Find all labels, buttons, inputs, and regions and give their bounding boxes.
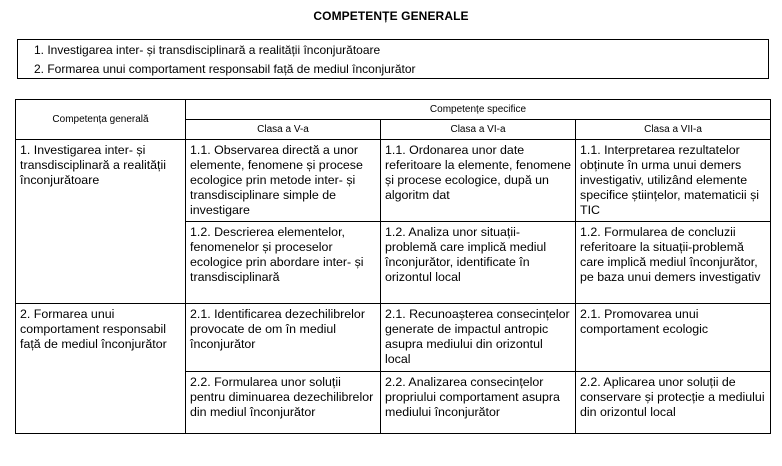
table-cell: 2.1. Promovarea unui comportament ecologic <box>576 304 771 372</box>
page-title: COMPETENȚE GENERALE <box>313 9 469 23</box>
row-general-competence-1: 1. Investigarea inter- și transdisciplinară a realității înconjurătoare <box>16 140 186 304</box>
table-cell: 2.1. Recunoașterea consecințelor generate de impactul antropic asupra mediului din orizontul local <box>381 304 576 372</box>
competences-table <box>15 99 771 434</box>
table-cell: 1.1. Ordonarea unor date referitoare la elemente, fenomene și procese ecologice, după un algoritm dat <box>381 140 576 222</box>
header-class-6: Clasa a VI-a <box>381 120 576 140</box>
table-cell: 1.2. Formularea de concluzii referitoare la situații-problemă care implică mediul înconjurător, pe baza unui demers investigativ <box>576 222 771 304</box>
table-cell: 2.1. Identificarea dezechilibrelor provocate de om în mediul înconjurător <box>186 304 381 372</box>
table-header-row <box>16 100 771 120</box>
table-cell: 1.2. Descrierea elementelor, fenomenelor și proceselor ecologice prin abordare inter- și transdisciplinară <box>186 222 381 304</box>
table-row <box>16 304 771 372</box>
header-general-competence: Competența generală <box>16 100 186 140</box>
table-cell: 2.2. Analizarea consecințelor propriului comportament asupra mediului înconjurător <box>381 372 576 434</box>
header-class-5: Clasa a V-a <box>186 120 381 140</box>
table-cell: 1.1. Interpretarea rezultatelor obținute în urma unui demers investigativ, utilizând elemente specifice științelor, matematicii și TIC <box>576 140 771 222</box>
general-competences-box <box>17 39 769 79</box>
row-general-competence-2: 2. Formarea unui comportament responsabil față de mediul înconjurător <box>16 304 186 434</box>
table-cell: 2.2. Aplicarea unor soluții de conservare și protecție a mediului din orizontul local <box>576 372 771 434</box>
table-cell: 1.1. Observarea directă a unor elemente, fenomene și procese ecologice prin metode inter- și transdisciplinare simple de investigare <box>186 140 381 222</box>
table-row <box>16 140 771 222</box>
table-cell: 2.2. Formularea unor soluții pentru diminuarea dezechilibrelor din mediul înconjurător <box>186 372 381 434</box>
general-competence-1: 1. Investigarea inter- și transdisciplinară a realității înconjurătoare <box>34 43 381 57</box>
header-class-7: Clasa a VII-a <box>576 120 771 140</box>
table-cell: 1.2. Analiza unor situații-problemă care implică mediul înconjurător, identificate în orizontul local <box>381 222 576 304</box>
header-specific-competences: Competențe specifice <box>186 100 771 120</box>
general-competence-2: 2. Formarea unui comportament responsabil față de mediul înconjurător <box>34 62 416 76</box>
